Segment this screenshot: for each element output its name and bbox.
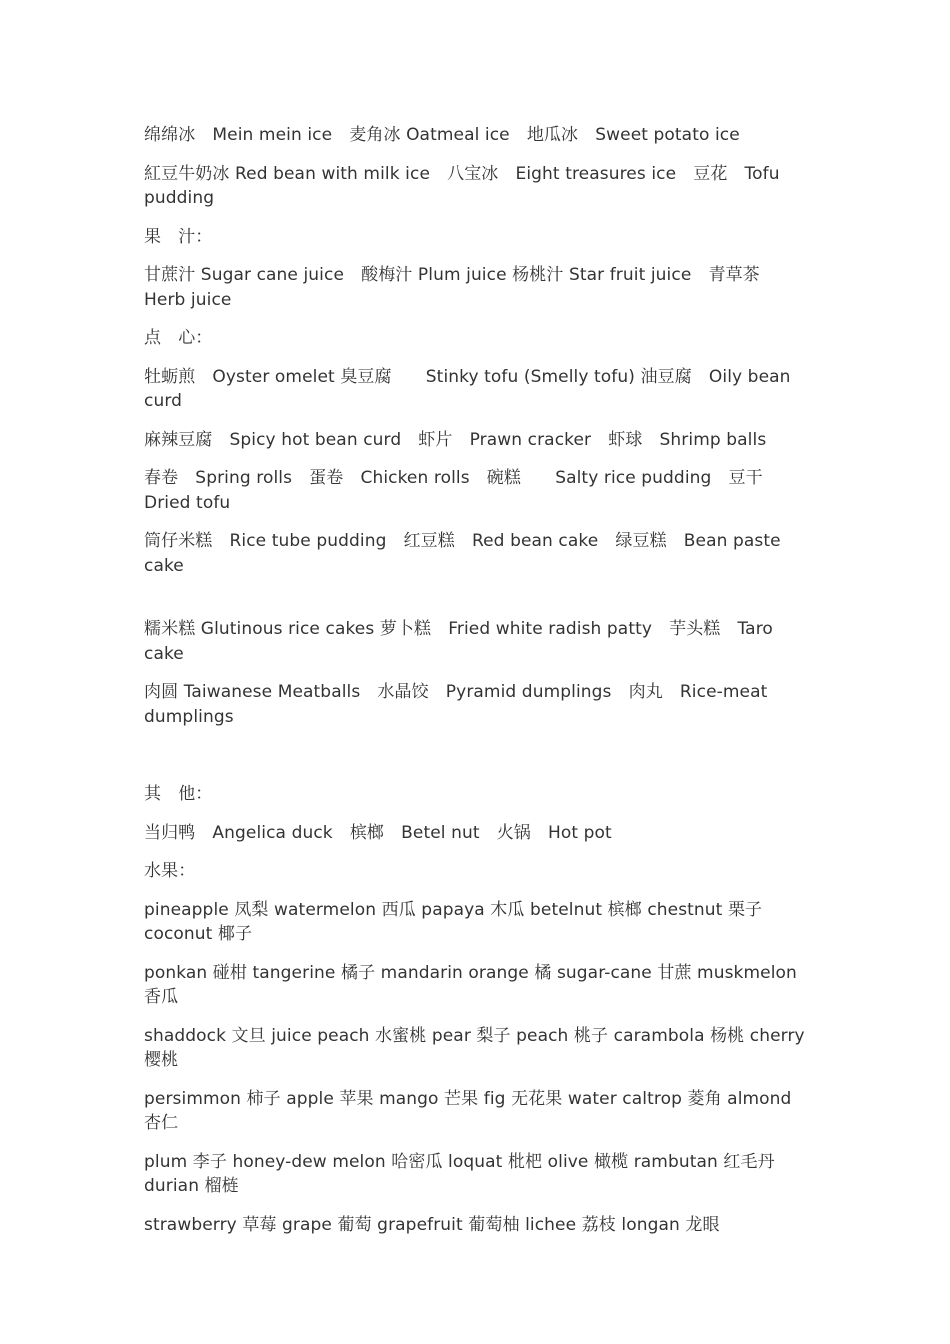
- fruit-line-1: pineapple 凤梨 watermelon 西瓜 papaya 木瓜 betelnut 槟榔 chestnut 栗子 coconut 椰子: [144, 899, 763, 944]
- section-heading-others: 其 他：: [144, 784, 213, 804]
- section-heading-fruit: 水果：: [144, 861, 196, 881]
- document-page: [144, 123, 812, 1251]
- menu-line-shaved-ice-2: 紅豆牛奶冰 Red bean with milk ice 八宝冰 Eight treasures ice 豆花 Tofu pudding: [144, 163, 780, 208]
- menu-line-shaved-ice-1: 绵绵冰 Mein mein ice 麦角冰 Oatmeal ice 地瓜冰 Sweet potato ice: [144, 125, 740, 145]
- fruit-line-5: plum 李子 honey-dew melon 哈密瓜 loquat 枇杷 olive 橄榄 rambutan 红毛丹 durian 榴梿: [144, 1151, 775, 1196]
- menu-line-snacks-3: 春卷 Spring rolls 蛋卷 Chicken rolls 碗糕 Salty rice pudding 豆干 Dried tofu: [144, 468, 780, 513]
- menu-line-juice: 甘蔗汁 Sugar cane juice 酸梅汁 Plum juice 杨桃汁 Star fruit juice 青草茶 Herb juice: [144, 265, 777, 310]
- menu-line-snacks-2: 麻辣豆腐 Spicy hot bean curd 虾片 Prawn cracker 虾球 Shrimp balls: [144, 429, 767, 450]
- menu-line-snacks-1: 牡蛎煎 Oyster omelet 臭豆腐 Stinky tofu (Smelly tofu) 油豆腐 Oily bean curd: [144, 366, 791, 411]
- menu-line-snacks-5: 糯米糕 Glutinous rice cakes 萝卜糕 Fried white radish patty 芋头糕 Taro cake: [144, 619, 773, 664]
- section-heading-juice: 果 汁：: [144, 226, 213, 247]
- menu-line-snacks-6: 肉圆 Taiwanese Meatballs 水晶饺 Pyramid dumplings 肉丸 Rice-meat dumplings: [144, 682, 768, 727]
- section-heading-snacks: 点 心：: [144, 328, 213, 348]
- fruit-line-6: strawberry 草莓 grape 葡萄 grapefruit 葡萄柚 lichee 荔枝 longan 龙眼: [144, 1214, 720, 1235]
- menu-line-snacks-4: 筒仔米糕 Rice tube pudding 红豆糕 Red bean cake 绿豆糕 Bean paste cake: [144, 531, 781, 576]
- fruit-line-4: persimmon 柿子 apple 苹果 mango 芒果 fig 无花果 water caltrop 菱角 almond 杏仁: [144, 1088, 792, 1133]
- fruit-line-3: shaddock 文旦 juice peach 水蜜桃 pear 梨子 peach 桃子 carambola 杨桃 cherry 樱桃: [144, 1025, 805, 1070]
- fruit-line-2: ponkan 碰柑 tangerine 橘子 mandarin orange 橘 sugar-cane 甘蔗 muskmelon 香瓜: [144, 962, 797, 1007]
- menu-line-others: 当归鸭 Angelica duck 槟榔 Betel nut 火锅 Hot pot: [144, 822, 612, 843]
